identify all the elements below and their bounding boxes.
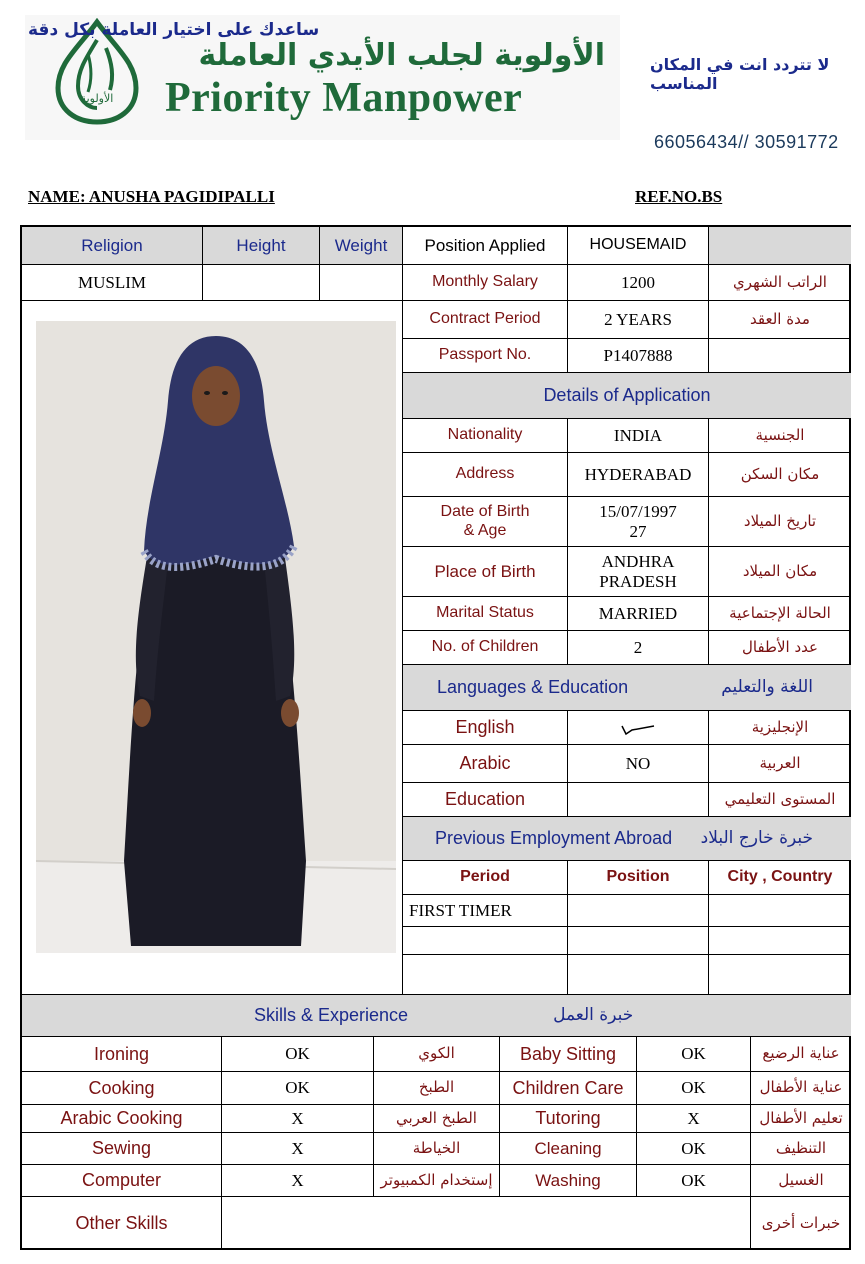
- company-name: Priority Manpower: [165, 75, 523, 121]
- skill-label: Children Care: [500, 1072, 637, 1105]
- application-label: No. of Children: [403, 631, 568, 665]
- employment-cell: FIRST TIMER: [403, 895, 568, 927]
- application-arabic: الجنسية: [709, 419, 851, 453]
- phone-numbers: 66056434// 30591772: [654, 132, 839, 152]
- other-skills-label: Other Skills: [22, 1197, 222, 1250]
- skill-value: X: [637, 1105, 751, 1133]
- employment-cell: [709, 927, 851, 955]
- skill-label: Tutoring: [500, 1105, 637, 1133]
- candidate-photo: [36, 321, 396, 953]
- application-label: Nationality: [403, 419, 568, 453]
- detail-arabic: مدة العقد: [709, 301, 851, 339]
- skill-label: Computer: [22, 1165, 222, 1197]
- skill-arabic: الغسيل: [751, 1165, 851, 1197]
- religion-value: MUSLIM: [22, 265, 203, 301]
- skill-value: OK: [222, 1037, 374, 1072]
- english-check-cell: [568, 711, 709, 745]
- other-skills-arabic: خبرات أخرى: [761, 1213, 841, 1232]
- employment-cell: [568, 955, 709, 995]
- employment-header-en: Previous Employment Abroad: [435, 828, 673, 849]
- application-label: Marital Status: [403, 597, 568, 631]
- application-arabic: تاريخ الميلاد: [709, 497, 851, 547]
- employment-cell: [403, 955, 568, 995]
- skill-arabic: الطبخ العربي: [374, 1105, 500, 1133]
- photo-cell: [22, 301, 403, 995]
- languages-header-en: Languages & Education: [437, 677, 629, 698]
- employment-cell: [709, 895, 851, 927]
- language-label: Education: [403, 783, 568, 817]
- employment-cell: [403, 927, 568, 955]
- skill-label: Baby Sitting: [500, 1037, 637, 1072]
- other-skills-value: [222, 1197, 751, 1250]
- language-label: English: [403, 711, 568, 745]
- svg-text:الأولوية: الأولوية: [80, 92, 114, 105]
- application-value: INDIA: [568, 419, 709, 453]
- employment-col-header: Period: [403, 861, 568, 895]
- skill-value: X: [222, 1105, 374, 1133]
- application-value: HYDERABAD: [568, 453, 709, 497]
- skill-value: OK: [637, 1037, 751, 1072]
- skill-arabic: عناية الرضيع: [751, 1037, 851, 1072]
- skill-label: Arabic Cooking: [22, 1105, 222, 1133]
- detail-label: Passport No.: [403, 339, 568, 373]
- company-name-arabic: الأولوية لجلب الأيدي العاملة: [198, 38, 605, 73]
- languages-header-ar: اللغة والتعليم: [721, 676, 813, 697]
- slogan-arabic: لا تتردد انت في المكان المناسب: [650, 55, 830, 93]
- application-label: Address: [403, 453, 568, 497]
- application-arabic: عدد الأطفال: [709, 631, 851, 665]
- detail-label: Contract Period: [403, 301, 568, 339]
- skill-value: OK: [637, 1133, 751, 1165]
- employment-header-ar: خبرة خارج البلاد: [700, 827, 813, 848]
- languages-section-header: [403, 665, 851, 711]
- skill-value: OK: [637, 1072, 751, 1105]
- skill-arabic: عناية الأطفال: [751, 1072, 851, 1105]
- detail-arabic: [709, 339, 851, 373]
- application-section-header: Details of Application: [403, 373, 851, 419]
- application-arabic: مكان السكن: [709, 453, 851, 497]
- skill-arabic: تعليم الأطفال: [751, 1105, 851, 1133]
- skill-label: Washing: [500, 1165, 637, 1197]
- position-extra-cell: [709, 227, 851, 265]
- skill-value: OK: [637, 1165, 751, 1197]
- skill-arabic: الكوي: [374, 1037, 500, 1072]
- skill-label: Sewing: [22, 1133, 222, 1165]
- skill-arabic: التنظيف: [751, 1133, 851, 1165]
- skills-header-en: Skills & Experience: [254, 1005, 409, 1026]
- skill-arabic: إستخدام الكمبيوتر: [374, 1165, 500, 1197]
- cv-table: [20, 225, 851, 1250]
- height-label: Height: [203, 227, 320, 265]
- skill-value: X: [222, 1165, 374, 1197]
- application-value: MARRIED: [568, 597, 709, 631]
- language-value: NO: [568, 745, 709, 783]
- application-value: ANDHRA PRADESH: [568, 547, 709, 597]
- skill-arabic: الطبخ: [374, 1072, 500, 1105]
- employment-cell: [568, 895, 709, 927]
- application-label: Date of Birth & Age: [403, 497, 568, 547]
- application-value: 2: [568, 631, 709, 665]
- religion-label: Religion: [22, 227, 203, 265]
- position-applied-value: HOUSEMAID: [568, 227, 709, 265]
- application-arabic: الحالة الإجتماعية: [709, 597, 851, 631]
- employment-col-header: City , Country: [709, 861, 851, 895]
- detail-label: Monthly Salary: [403, 265, 568, 301]
- skill-value: OK: [222, 1072, 374, 1105]
- skills-header-ar: خبرة العمل: [553, 1004, 634, 1025]
- language-label: Arabic: [403, 745, 568, 783]
- application-label: Place of Birth: [403, 547, 568, 597]
- employment-cell: [568, 927, 709, 955]
- detail-value: 2 YEARS: [568, 301, 709, 339]
- detail-arabic: الراتب الشهري: [709, 265, 851, 301]
- employment-section-header: [403, 817, 851, 861]
- skills-section-header: [22, 995, 851, 1037]
- application-value: 15/07/1997 27: [568, 497, 709, 547]
- reference-number: REF.NO.BS: [635, 187, 723, 206]
- skill-label: Cleaning: [500, 1133, 637, 1165]
- language-value: [568, 783, 709, 817]
- position-applied-label: Position Applied: [403, 227, 568, 265]
- detail-value: P1407888: [568, 339, 709, 373]
- skill-label: Cooking: [22, 1072, 222, 1105]
- skill-value: X: [222, 1133, 374, 1165]
- language-arabic: المستوى التعليمي: [709, 783, 851, 817]
- application-arabic: مكان الميلاد: [709, 547, 851, 597]
- height-value: [203, 265, 320, 301]
- skill-label: Ironing: [22, 1037, 222, 1072]
- tagline-arabic: ساعدك على اختيار العاملة بكل دقة: [28, 20, 320, 40]
- weight-value: [320, 265, 403, 301]
- detail-value: 1200: [568, 265, 709, 301]
- language-arabic: العربية: [709, 745, 851, 783]
- employment-col-header: Position: [568, 861, 709, 895]
- checkmark-icon: [618, 718, 658, 738]
- language-arabic: الإنجليزية: [709, 711, 851, 745]
- skill-arabic: الخياطة: [374, 1133, 500, 1165]
- candidate-name: NAME: ANUSHA PAGIDIPALLI: [28, 187, 275, 206]
- weight-label: Weight: [320, 227, 403, 265]
- employment-cell: [709, 955, 851, 995]
